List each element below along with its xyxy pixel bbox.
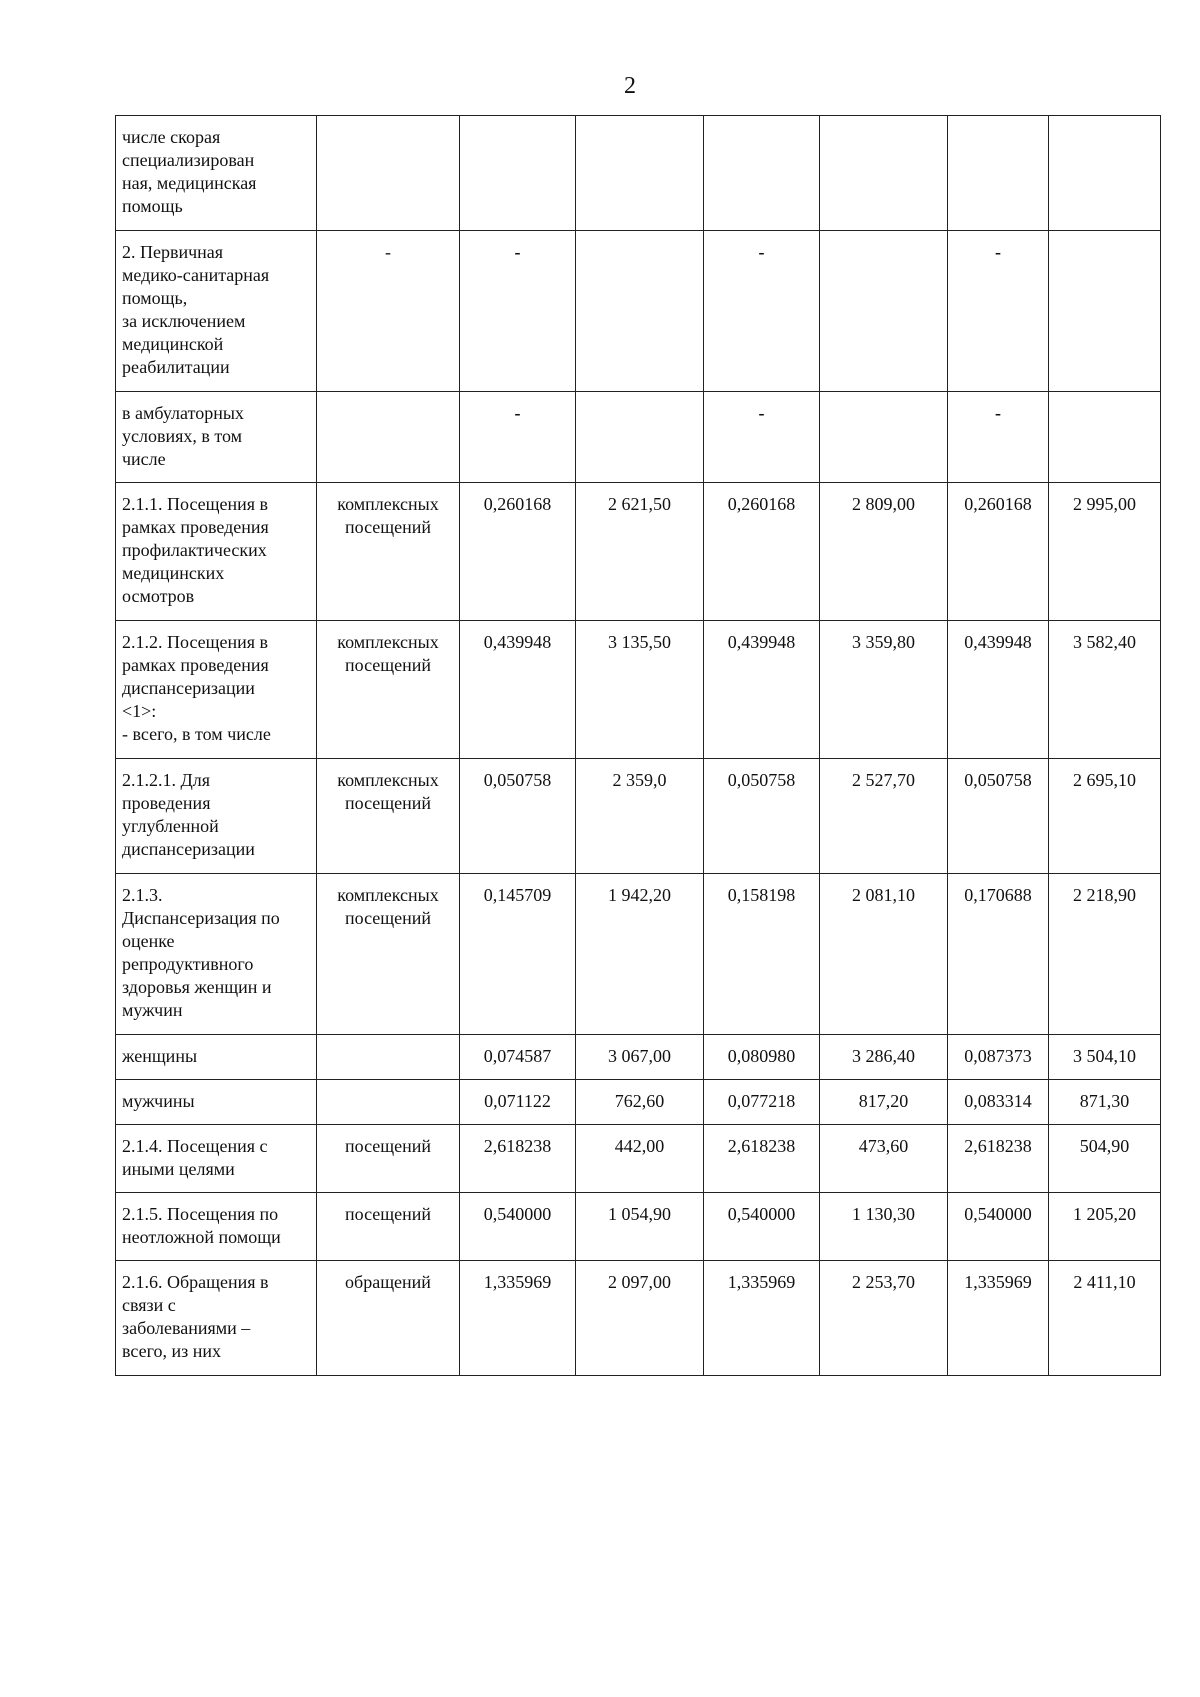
unit-cell	[317, 1080, 460, 1125]
value-cell: 1 054,90	[576, 1193, 704, 1261]
table-body	[116, 116, 1161, 1376]
value-cell: 2 081,10	[820, 874, 948, 1035]
value-cell: 1 130,30	[820, 1193, 948, 1261]
table-row	[116, 392, 1161, 483]
value-cell: 3 135,50	[576, 621, 704, 759]
table-row	[116, 1080, 1161, 1125]
value-cell: 0,077218	[704, 1080, 820, 1125]
value-cell: 2 695,10	[1049, 759, 1161, 874]
value-cell: 2,618238	[460, 1125, 576, 1193]
row-name-cell: 2.1.2. Посещения в рамках проведения диспансеризации <1>: - всего, в том числе	[116, 621, 317, 759]
unit-cell: комплексных посещений	[317, 621, 460, 759]
value-cell: 2 621,50	[576, 483, 704, 621]
unit-cell: комплексных посещений	[317, 483, 460, 621]
value-cell: 1 205,20	[1049, 1193, 1161, 1261]
value-cell: 2 359,0	[576, 759, 704, 874]
value-cell: 0,145709	[460, 874, 576, 1035]
value-cell: 0,260168	[704, 483, 820, 621]
value-cell: 3 067,00	[576, 1035, 704, 1080]
value-cell: 1,335969	[704, 1261, 820, 1376]
unit-cell: комплексных посещений	[317, 759, 460, 874]
value-cell: 0,540000	[704, 1193, 820, 1261]
table-row	[116, 759, 1161, 874]
unit-cell: комплексных посещений	[317, 874, 460, 1035]
tariff-table	[115, 115, 1161, 1376]
value-cell	[576, 231, 704, 392]
value-cell: 504,90	[1049, 1125, 1161, 1193]
value-cell: 871,30	[1049, 1080, 1161, 1125]
value-cell: 3 359,80	[820, 621, 948, 759]
page-number: 2	[624, 73, 636, 99]
row-name-cell: мужчины	[116, 1080, 317, 1125]
value-cell: 0,080980	[704, 1035, 820, 1080]
value-cell: 1 942,20	[576, 874, 704, 1035]
value-cell: 2 218,90	[1049, 874, 1161, 1035]
value-cell	[576, 116, 704, 231]
value-cell: -	[948, 392, 1049, 483]
row-name-cell: 2.1.6. Обращения в связи с заболеваниями – всего, из них	[116, 1261, 317, 1376]
value-cell	[1049, 116, 1161, 231]
value-cell	[820, 231, 948, 392]
value-cell: 2 097,00	[576, 1261, 704, 1376]
value-cell	[1049, 231, 1161, 392]
row-name-cell: в амбулаторных условиях, в том числе	[116, 392, 317, 483]
table-row	[116, 1035, 1161, 1080]
value-cell	[820, 116, 948, 231]
value-cell: 0,540000	[460, 1193, 576, 1261]
unit-cell	[317, 392, 460, 483]
value-cell: -	[948, 231, 1049, 392]
value-cell: 473,60	[820, 1125, 948, 1193]
unit-cell: посещений	[317, 1125, 460, 1193]
value-cell: 0,083314	[948, 1080, 1049, 1125]
value-cell: -	[460, 231, 576, 392]
value-cell: 0,071122	[460, 1080, 576, 1125]
table-row	[116, 874, 1161, 1035]
table-row	[116, 1125, 1161, 1193]
value-cell	[460, 116, 576, 231]
value-cell: 0,439948	[704, 621, 820, 759]
value-cell: 2 809,00	[820, 483, 948, 621]
value-cell: 1,335969	[948, 1261, 1049, 1376]
table-row	[116, 621, 1161, 759]
value-cell	[704, 116, 820, 231]
value-cell: 442,00	[576, 1125, 704, 1193]
value-cell: 2,618238	[704, 1125, 820, 1193]
value-cell	[820, 392, 948, 483]
value-cell: 0,439948	[948, 621, 1049, 759]
value-cell: 3 504,10	[1049, 1035, 1161, 1080]
value-cell: -	[704, 231, 820, 392]
unit-cell: -	[317, 231, 460, 392]
table-row	[116, 116, 1161, 231]
row-name-cell: 2.1.1. Посещения в рамках проведения профилактических медицинских осмотров	[116, 483, 317, 621]
value-cell: 1,335969	[460, 1261, 576, 1376]
unit-cell: обращений	[317, 1261, 460, 1376]
value-cell: -	[704, 392, 820, 483]
value-cell: 0,050758	[948, 759, 1049, 874]
unit-cell	[317, 116, 460, 231]
table-row	[116, 483, 1161, 621]
value-cell	[576, 392, 704, 483]
value-cell: 0,260168	[460, 483, 576, 621]
row-name-cell: 2.1.5. Посещения по неотложной помощи	[116, 1193, 317, 1261]
row-name-cell: 2.1.2.1. Для проведения углубленной диспансеризации	[116, 759, 317, 874]
table-row	[116, 1193, 1161, 1261]
value-cell: 0,158198	[704, 874, 820, 1035]
row-name-cell: женщины	[116, 1035, 317, 1080]
value-cell: 2 411,10	[1049, 1261, 1161, 1376]
value-cell: 3 286,40	[820, 1035, 948, 1080]
row-name-cell: 2.1.4. Посещения с иными целями	[116, 1125, 317, 1193]
value-cell: 0,050758	[704, 759, 820, 874]
value-cell: 2 995,00	[1049, 483, 1161, 621]
value-cell: 2,618238	[948, 1125, 1049, 1193]
value-cell: 0,050758	[460, 759, 576, 874]
unit-cell: посещений	[317, 1193, 460, 1261]
value-cell: 2 253,70	[820, 1261, 948, 1376]
value-cell: 0,439948	[460, 621, 576, 759]
value-cell: 0,260168	[948, 483, 1049, 621]
value-cell: 3 582,40	[1049, 621, 1161, 759]
row-name-cell: 2.1.3. Диспансеризация по оценке репродуктивного здоровья женщин и мужчин	[116, 874, 317, 1035]
value-cell: 817,20	[820, 1080, 948, 1125]
value-cell: 0,540000	[948, 1193, 1049, 1261]
value-cell: -	[460, 392, 576, 483]
table-row	[116, 231, 1161, 392]
value-cell: 0,170688	[948, 874, 1049, 1035]
value-cell	[948, 116, 1049, 231]
value-cell	[1049, 392, 1161, 483]
value-cell: 0,074587	[460, 1035, 576, 1080]
row-name-cell: 2. Первичная медико-санитарная помощь, за исключением медицинской реабилитации	[116, 231, 317, 392]
table-row	[116, 1261, 1161, 1376]
row-name-cell: числе скорая специализирован ная, медицинская помощь	[116, 116, 317, 231]
value-cell: 762,60	[576, 1080, 704, 1125]
value-cell: 0,087373	[948, 1035, 1049, 1080]
unit-cell	[317, 1035, 460, 1080]
value-cell: 2 527,70	[820, 759, 948, 874]
